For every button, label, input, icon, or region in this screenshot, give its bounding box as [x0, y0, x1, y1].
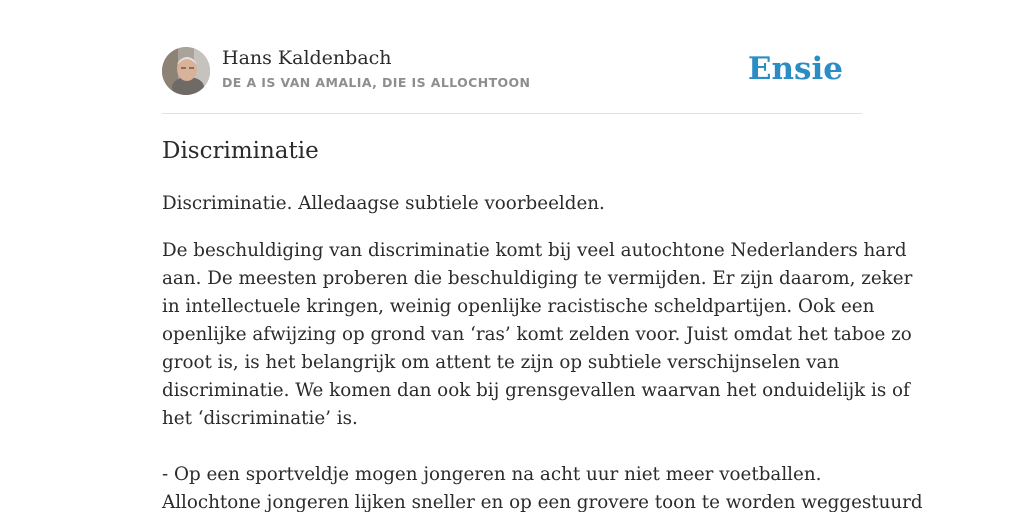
intro-paragraph: Discriminatie. Alledaagse subtiele voorbeelden. [162, 193, 605, 214]
author-bio: DE A IS VAN AMALIA, DIE IS ALLOCHTOON [222, 75, 531, 90]
paragraph-line: groot is, is het belangrijk om attent te zijn op subtiele verschijnselen van [162, 352, 840, 373]
paragraph-line: het ‘discriminatie’ is. [162, 408, 358, 429]
page-title: Discriminatie [162, 138, 319, 164]
example-line: - Op een sportveldje mogen jongeren na acht uur niet meer voetballen. [162, 464, 822, 485]
paragraph-line: discriminatie. We komen dan ook bij grensgevallen waarvan het onduidelijk is of [162, 380, 910, 401]
author-avatar[interactable] [162, 47, 210, 95]
paragraph-line: in intellectuele kringen, weinig openlijke racistische scheldpartijen. Ook een [162, 296, 875, 317]
paragraph-line: aan. De meesten proberen die beschuldiging te vermijden. Er zijn daarom, zeker [162, 268, 913, 289]
paragraph-line: openlijke afwijzing op grond van ‘ras’ komt zelden voor. Juist omdat het taboe zo [162, 324, 912, 345]
article-body [162, 190, 923, 512]
main-paragraph [162, 237, 913, 433]
author-name[interactable]: Hans Kaldenbach [222, 47, 392, 69]
example-paragraph [162, 461, 923, 512]
article-header [162, 46, 862, 96]
paragraph-line: De beschuldiging van discriminatie komt bij veel autochtone Nederlanders hard [162, 240, 907, 261]
ensie-logo-link[interactable]: Ensie [747, 51, 843, 87]
header-divider [162, 113, 862, 114]
author-photo [162, 47, 210, 95]
example-line: Allochtone jongeren lijken sneller en op een grovere toon te worden weggestuurd [162, 492, 923, 512]
